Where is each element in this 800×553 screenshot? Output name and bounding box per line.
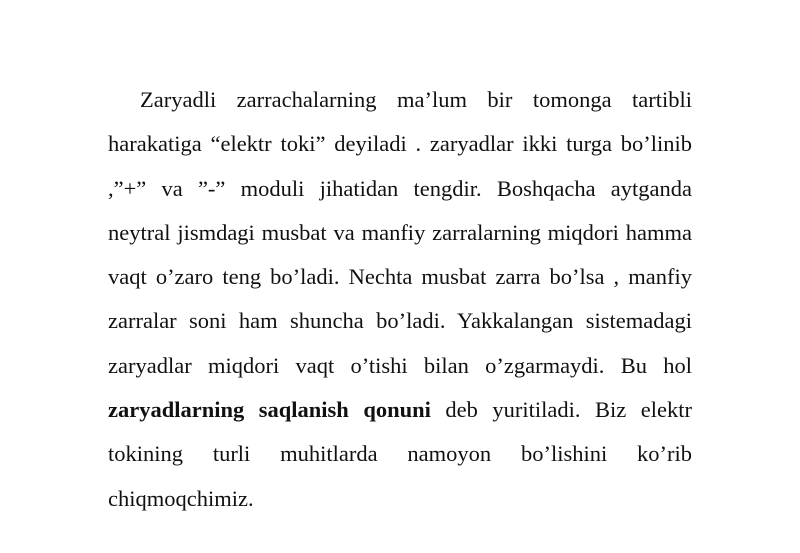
paragraph-text-part1: Zaryadli zarrachalarning ma’lum bir tomonga tartibli harakatiga “elektr toki” deyiladi . zaryadlar ikki turga bo’linib ,”+” va ”-” moduli jihatidan tengdir. Boshqacha aytganda neytral jismdagi musbat va manfiy zarralarning miqdori hamma vaqt o’zaro teng bo’ladi. Nechta musbat zarra bo’lsa , manfiy zarralar soni ham shuncha bo’ladi. Yakkalangan sistemadagi zaryadlar miqdori vaqt o’tishi bilan o’zgarmaydi. Bu hol	[108, 87, 692, 378]
body-paragraph	[108, 78, 692, 521]
paragraph-text-part2: deb yuritiladi. Biz elektr tokining turli muhitlarda namoyon bo’lishini ko’rib chiqmoqchimiz.	[108, 397, 692, 511]
document-page	[108, 78, 692, 521]
law-name-bold-term: zaryadlarning saqlanish qonuni	[108, 397, 431, 423]
